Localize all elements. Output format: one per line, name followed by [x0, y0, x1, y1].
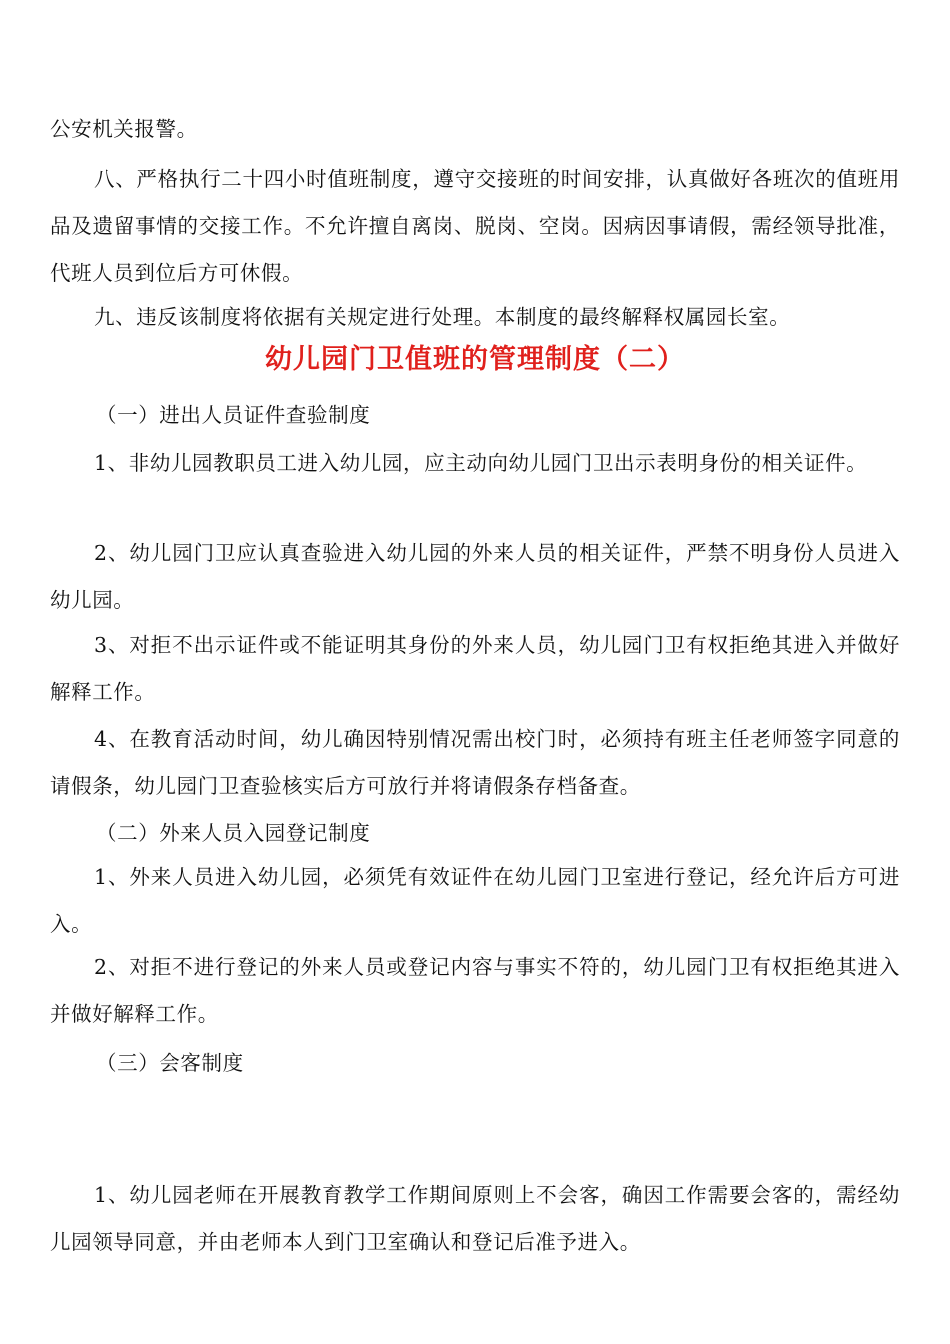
list-item: 1、非幼儿园教职员工进入幼儿园，应主动向幼儿园门卫出示表明身份的相关证件。 — [94, 451, 868, 475]
list-item: 3、对拒不出示证件或不能证明其身份的外来人员，幼儿园门卫有权拒绝其进入并做好解释工作。 — [50, 633, 900, 704]
list-item: 2、对拒不进行登记的外来人员或登记内容与事实不符的，幼儿园门卫有权拒绝其进入并做好解释工作。 — [50, 955, 900, 1026]
paragraph-rule-9: 九、违反该制度将依据有关规定进行处理。本制度的最终解释权属园长室。 — [94, 305, 791, 329]
list-item: 1、外来人员进入幼儿园，必须凭有效证件在幼儿园门卫室进行登记，经允许后方可进入。 — [50, 865, 900, 936]
section-heading-id-check: （一）进出人员证件查验制度 — [96, 403, 371, 427]
list-item: 2、幼儿园门卫应认真查验进入幼儿园的外来人员的相关证件，严禁不明身份人员进入幼儿园。 — [50, 541, 900, 612]
list-item: 1、幼儿园老师在开展教育教学工作期间原则上不会客，确因工作需要会客的，需经幼儿园领导同意，并由老师本人到门卫室确认和登记后准予进入。 — [50, 1183, 900, 1254]
section-heading-reception: （三）会客制度 — [96, 1051, 244, 1075]
list-item: 4、在教育活动时间，幼儿确因特别情况需出校门时，必须持有班主任老师签字同意的请假条，幼儿园门卫查验核实后方可放行并将请假条存档备查。 — [50, 727, 900, 798]
section-heading-visitor-registration: （二）外来人员入园登记制度 — [96, 821, 371, 845]
paragraph-continuation: 公安机关报警。 — [50, 117, 198, 141]
paragraph-rule-8: 八、严格执行二十四小时值班制度，遵守交接班的时间安排，认真做好各班次的值班用品及遗留事情的交接工作。不允许擅自离岗、脱岗、空岗。因病因事请假，需经领导批准，代班人员到位后方可休假。 — [50, 167, 900, 285]
document-title: 幼儿园门卫值班的管理制度（二） — [265, 344, 685, 375]
